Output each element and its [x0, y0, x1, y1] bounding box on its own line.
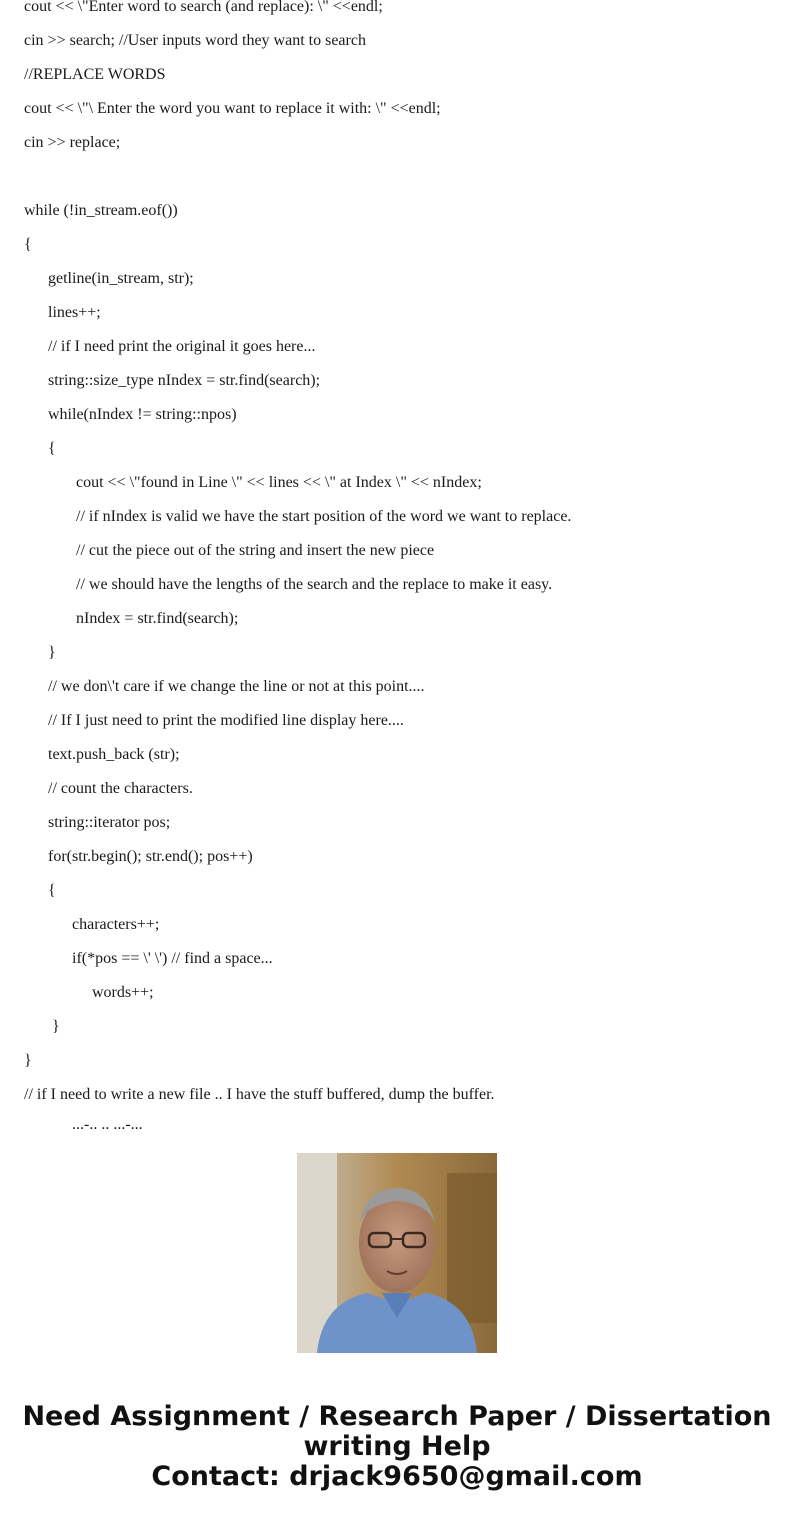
- code-line: while(nIndex != string::npos): [48, 406, 237, 423]
- code-line: // cut the piece out of the string and insert the new piece: [76, 542, 435, 559]
- code-line: string::iterator pos;: [48, 814, 171, 831]
- code-line: {: [24, 236, 32, 253]
- code-line: lines++;: [48, 304, 101, 321]
- footer-line-2: writing Help: [303, 1431, 491, 1462]
- code-line: // if nIndex is valid we have the start position of the word we want to replace.: [76, 508, 572, 525]
- code-line: // if I need print the original it goes here...: [48, 338, 316, 355]
- code-line: nIndex = str.find(search);: [76, 610, 239, 627]
- code-line: // count the characters.: [48, 780, 193, 797]
- code-line: // if I need to write a new file .. I have the stuff buffered, dump the buffer.: [24, 1086, 495, 1103]
- code-line: getline(in_stream, str);: [48, 270, 194, 287]
- footer-line-1: Need Assignment / Research Paper / Dissertation: [22, 1401, 772, 1432]
- code-line: if(*pos == \' \') // find a space...: [72, 950, 273, 967]
- code-line: cout << \"found in Line \" << lines << \" at Index \" << nIndex;: [76, 474, 482, 491]
- avatar: [297, 1153, 497, 1353]
- code-line: for(str.begin(); str.end(); pos++): [48, 848, 253, 865]
- code-line: string::size_type nIndex = str.find(search);: [48, 372, 321, 389]
- code-line: // If I just need to print the modified line display here....: [48, 712, 404, 729]
- code-line: words++;: [92, 984, 154, 1001]
- code-line: while (!in_stream.eof()): [24, 202, 178, 219]
- code-line: }: [48, 644, 56, 661]
- author-photo: [297, 1153, 497, 1353]
- code-line: cout << \"Enter word to search (and replace): \" <<endl;: [24, 0, 383, 15]
- footer-contact: Contact: drjack9650@gmail.com: [151, 1461, 643, 1492]
- code-line: cout << \"\ Enter the word you want to replace it with: \" <<endl;: [24, 100, 441, 117]
- code-line: //REPLACE WORDS: [24, 66, 166, 83]
- code-line: }: [52, 1018, 60, 1035]
- code-line: // we should have the lengths of the search and the replace to make it easy.: [76, 576, 553, 593]
- contact-footer: [0, 1402, 794, 1492]
- code-line: }: [24, 1052, 32, 1069]
- code-line: text.push_back (str);: [48, 746, 180, 763]
- code-line: {: [48, 440, 56, 457]
- code-line: cin >> search; //User inputs word they want to search: [24, 32, 366, 49]
- code-line: {: [48, 882, 56, 899]
- code-line: // we don\'t care if we change the line or not at this point....: [48, 678, 425, 695]
- code-line: ...-.. .. ...-...: [72, 1116, 143, 1133]
- code-line: characters++;: [72, 916, 160, 933]
- code-line: cin >> replace;: [24, 134, 121, 151]
